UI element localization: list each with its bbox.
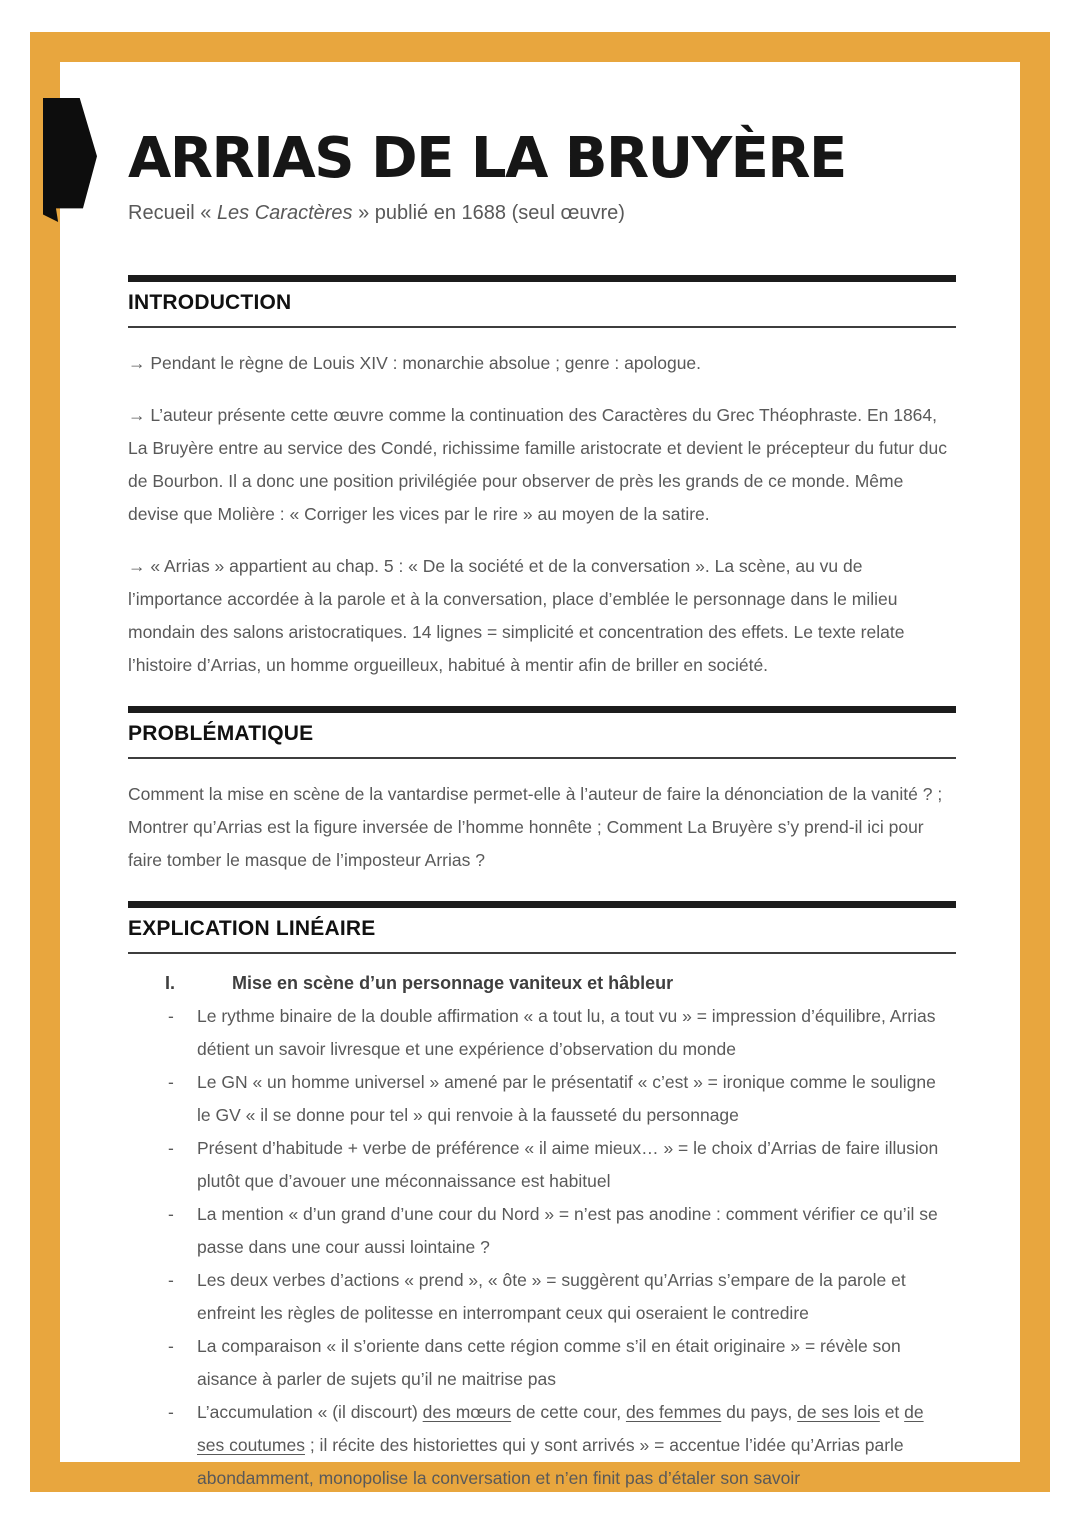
- introduction-paragraph-1: → Pendant le règne de Louis XIV : monarchie absolue ; genre : apologue.: [128, 352, 702, 373]
- bullet-dash: -: [168, 1335, 174, 1356]
- explication-heading: EXPLICATION LINÉAIRE: [128, 916, 376, 940]
- list-item-text: La comparaison « il s’oriente dans cette région comme s’il en était originaire » = révèle son aisance à parler de sujets qu’il ne maitrise pas: [197, 1335, 901, 1389]
- problematique-paragraph: Comment la mise en scène de la vantardise permet-elle à l’auteur de faire la dénonciation de la vanité ? ; Montrer qu’Arrias est la figure inversée de l’homme honnête ; Comment La Bruyère s’y prend-il ici pour faire tomber le masque de l’imposteur Arrias ?: [128, 783, 943, 870]
- part-one-numeral: I.: [165, 972, 176, 993]
- part-one-heading: [165, 967, 956, 1000]
- list-item: [168, 1000, 956, 1066]
- problematique-heading-rule: [128, 706, 956, 759]
- bullet-dash: -: [168, 1137, 174, 1158]
- page-subtitle: Recueil « Les Caractères » publié en 1688 (seul œuvre): [128, 201, 625, 224]
- list-item: [168, 1264, 956, 1330]
- bullet-dash: -: [168, 1071, 174, 1092]
- introduction-heading-rule: [128, 275, 956, 328]
- introduction-paragraph-2: → L’auteur présente cette œuvre comme la continuation des Caractères du Grec Théophraste. En 1864, La Bruyère entre au service des Condé, richissime famille aristocrate et devient le précepteur du futur duc de Bourbon. Il a donc une position privilégiée pour observer de près les grands de ce monde. Même devise que Molière : « Corriger les vices par le rire » au moyen de la satire.: [128, 404, 948, 524]
- problematique-heading: PROBLÉMATIQUE: [128, 721, 314, 745]
- page-title: ARRIAS DE LA BRUYÈRE: [128, 126, 846, 191]
- explication-heading-rule: [128, 901, 956, 954]
- list-item: [168, 1330, 956, 1396]
- list-item-text: Présent d’habitude + verbe de préférence « il aime mieux… » = le choix d’Arrias de faire illusion plutôt que d’avouer une méconnaissance est habituel: [197, 1137, 939, 1191]
- list-item: [168, 1132, 956, 1198]
- section-introduction: [128, 275, 956, 682]
- list-item-text: L’accumulation « (il discourt) des mœurs de cette cour, des femmes du pays, de ses lois et de ses coutumes ; il récite des historiettes qui y sont arrivés » = accentue l’idée qu’Arrias parle abondamment, monopolise la conversation et n’en finit pas d’étaler son savoir: [197, 1401, 924, 1488]
- list-item: [168, 1198, 956, 1264]
- list-item-text: Le GN « un homme universel » amené par le présentatif « c’est » = ironique comme le souligne le GV « il se donne pour tel » qui renvoie à la fausseté du personnage: [197, 1071, 936, 1125]
- list-item: [168, 1396, 956, 1495]
- bullet-dash: -: [168, 1269, 174, 1290]
- introduction-heading: INTRODUCTION: [128, 290, 292, 314]
- section-explication-lineaire: [128, 901, 956, 1495]
- part-one-title: Mise en scène d’un personnage vaniteux et hâbleur: [232, 972, 674, 993]
- introduction-paragraph-3: → « Arrias » appartient au chap. 5 : « De la société et de la conversation ». La scène, au vu de l’importance accordée à la parole et à la conversation, place d’emblée le personnage dans le milieu mondain des salons aristocratiques. 14 lignes = simplicité et concentration des effets. Le texte relate l’histoire d’Arrias, un homme orgueilleux, habitué à mentir afin de briller en société.: [128, 555, 905, 675]
- bullet-dash: -: [168, 1005, 174, 1026]
- section-problematique: [128, 706, 956, 877]
- list-item-text: Les deux verbes d’actions « prend », « ôte » = suggèrent qu’Arrias s’empare de la parole et enfreint les règles de politesse en interrompant ceux qui oseraient le contredire: [197, 1269, 906, 1323]
- list-item-text: Le rythme binaire de la double affirmation « a tout lu, a tout vu » = impression d’équilibre, Arrias détient un savoir livresque et une expérience d’observation du monde: [197, 1005, 936, 1059]
- bullet-dash: -: [168, 1401, 174, 1422]
- list-item: [168, 1066, 956, 1132]
- bullet-dash: -: [168, 1203, 174, 1224]
- page-content: [62, 64, 1018, 1488]
- list-item-text: La mention « d’un grand d’une cour du Nord » = n’est pas anodine : comment vérifier ce qu’il se passe dans une cour aussi lointaine ?: [197, 1203, 938, 1257]
